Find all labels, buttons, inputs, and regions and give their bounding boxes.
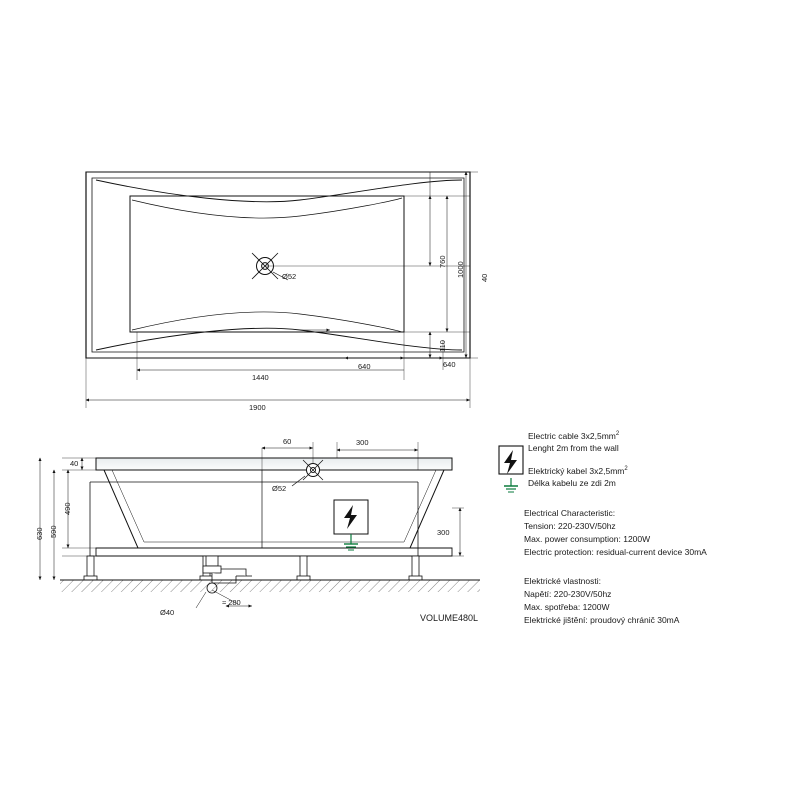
dim-110: 110 [438, 340, 447, 352]
specs-cz-line-1: Napětí: 220-230V/50hz [524, 589, 612, 599]
dim-60: 60 [283, 437, 292, 446]
legend-cable-en-line1: Electric cable $3x2,5mm^2$ [528, 431, 620, 441]
legend-cable-cz-line2: Délka kabelu ze zdi 2m [528, 478, 616, 488]
dim-1440: 1440 [252, 373, 269, 382]
dim-490: 490 [63, 502, 72, 515]
dim-590: 590 [49, 525, 58, 538]
dim-40-top: 640 [443, 360, 456, 369]
dim-1000: 40 [480, 273, 489, 282]
legend-cable-en-line2: Lenght 2m from the wall [528, 443, 619, 453]
dim-waste-length: ≈ 280 [222, 598, 241, 607]
front-view-drain-label: Ø52 [272, 484, 287, 493]
legend-cable-cz-line1: Elektrický kabel $3x2,5mm^2$ [528, 466, 628, 476]
specs-cz-heading: Elektrické vlastnosti: [524, 576, 601, 586]
top-view-drain-label: Ø52 [282, 272, 297, 281]
dim-waste-diameter: Ø40 [160, 608, 175, 617]
specs-en-line-3: Electric protection: residual-current device 30mA [524, 547, 707, 557]
specs-cz-line-3: Elektrické jištění: proudový chránič 30mA [524, 615, 680, 625]
specs-en-line-2: Max. power consumption: 1200W [524, 534, 651, 544]
dim-695: 760 [438, 255, 447, 268]
top-view-group [86, 172, 478, 408]
dim-640: 640 [358, 362, 371, 371]
legend-icons [499, 446, 523, 492]
specs-cz-line-2: Max. spotřeba: 1200W [524, 602, 610, 612]
dim-760: 1000 [456, 261, 465, 278]
dim-1900: 1900 [249, 403, 266, 412]
front-view-group [40, 442, 480, 608]
specs-en-heading: Electrical Characteristic: [524, 508, 616, 518]
dim-40-front: 40 [70, 459, 79, 468]
model-label: VOLUME480L [420, 613, 479, 623]
dim-630: 630 [35, 527, 44, 540]
dim-300-right: 300 [437, 528, 450, 537]
dim-300-top: 300 [356, 438, 369, 447]
specs-en-line-1: Tension: 220-230V/50hz [524, 521, 616, 531]
